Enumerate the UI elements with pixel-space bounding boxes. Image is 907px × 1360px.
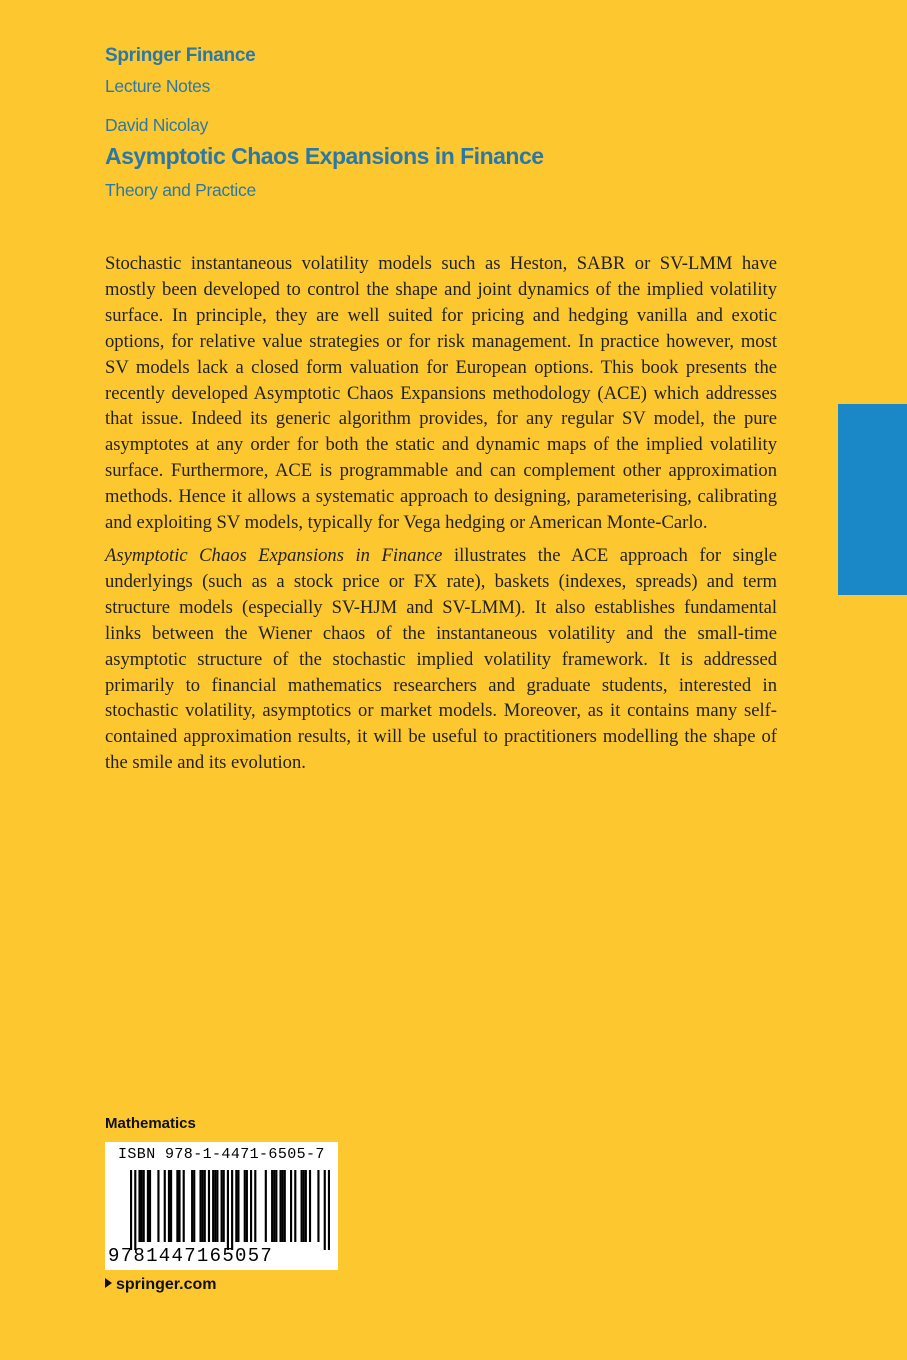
arrow-icon — [105, 1278, 112, 1288]
barcode-bar — [279, 1170, 281, 1242]
barcode-bar — [235, 1170, 237, 1242]
barcode-bar — [212, 1170, 214, 1242]
barcode-bar — [202, 1170, 204, 1242]
book-subtitle: Theory and Practice — [105, 180, 256, 200]
barcode-bar — [254, 1170, 256, 1242]
barcode-bar — [170, 1170, 172, 1242]
blurb-paragraph-2 — [105, 543, 777, 776]
barcode-bar — [305, 1170, 307, 1242]
barcode-bar — [134, 1170, 136, 1250]
barcode-bar — [328, 1170, 330, 1250]
barcode-bar — [317, 1170, 319, 1242]
barcode-bar — [204, 1170, 206, 1242]
book-title: Asymptotic Chaos Expansions in Finance — [105, 143, 544, 169]
barcode-bar — [178, 1170, 180, 1242]
isbn-label: ISBN 978-1-4471-6505-7 — [118, 1146, 325, 1163]
barcode — [105, 1142, 338, 1270]
barcode-bar — [244, 1170, 246, 1242]
website-text: springer.com — [116, 1276, 217, 1293]
barcode-bar — [164, 1170, 166, 1242]
barcode-bar — [157, 1170, 159, 1242]
barcode-bar — [216, 1170, 218, 1242]
barcode-bar — [227, 1170, 229, 1250]
barcode-bar — [265, 1170, 267, 1242]
barcode-bar — [309, 1170, 311, 1242]
barcode-bar — [301, 1170, 303, 1242]
barcode-bar — [214, 1170, 216, 1242]
barcode-bar — [221, 1170, 223, 1242]
barcode-bar — [290, 1170, 292, 1242]
series-name: Springer Finance — [105, 45, 256, 66]
barcode-bar — [138, 1170, 140, 1242]
blurb-paragraph-2-text: illustrates the ACE approach for single underlyings (such as a stock price or FX rate), baskets (indexes, spreads) and term structure models (especially SV-HJM and SV-LMM). It also establishes fundamental links between the Wiener chaos of the instantaneous volatility and the small-time asymptotic structure of the stochastic implied volatility framework. It is addressed primarily to financial mathematics researchers and graduate students, interested in stochastic volatility, asymptotics or market models. Moreover, as it contains many self-contained approximation results, it will be useful to practitioners modelling the shape of the smile and its evolution. — [105, 544, 778, 774]
barcode-bar — [223, 1170, 225, 1242]
barcode-bar — [246, 1170, 248, 1242]
barcode-bar — [191, 1170, 193, 1242]
barcode-bars — [130, 1170, 330, 1250]
subseries-name: Lecture Notes — [105, 76, 211, 96]
barcode-bar — [273, 1170, 275, 1242]
barcode-bar — [149, 1170, 151, 1242]
barcode-bar — [183, 1170, 185, 1242]
barcode-bar — [130, 1170, 132, 1250]
website-link[interactable] — [105, 1276, 216, 1294]
barcode-bar — [250, 1170, 252, 1242]
barcode-bar — [324, 1170, 326, 1250]
author-name: David Nicolay — [105, 115, 209, 135]
barcode-bar — [176, 1170, 178, 1242]
barcode-bar — [303, 1170, 305, 1242]
barcode-bar — [199, 1170, 201, 1242]
barcode-bar — [284, 1170, 286, 1242]
blurb-title-italic: Asymptotic Chaos Expansions in Finance — [105, 544, 443, 566]
barcode-bar — [282, 1170, 284, 1242]
barcode-bar — [237, 1170, 239, 1242]
barcode-bar — [168, 1170, 170, 1242]
barcode-bar — [294, 1170, 296, 1242]
barcode-bar — [231, 1170, 233, 1250]
blurb — [105, 251, 777, 783]
ean-digits: 9781447165057 — [108, 1245, 274, 1267]
barcode-bar — [141, 1170, 143, 1242]
accent-tab — [838, 404, 907, 595]
subject-category: Mathematics — [105, 1115, 196, 1132]
barcode-bar — [208, 1170, 210, 1242]
barcode-bar — [193, 1170, 195, 1242]
barcode-bar — [147, 1170, 149, 1242]
barcode-bar — [275, 1170, 277, 1242]
barcode-bar — [271, 1170, 273, 1242]
blurb-paragraph-1: Stochastic instantaneous volatility models such as Heston, SABR or SV-LMM have mostly been developed to control the shape and joint dynamics of the implied volatility surface. In principle, they are well suited for pricing and hedging vanilla and exotic options, for relative value strategies or for risk management. In practice however, most SV models lack a closed form valuation for European options. This book presents the recently developed Asymptotic Chaos Expansions methodology (ACE) which addresses that issue. Indeed its generic algorithm provides, for any regular SV model, the pure asymptotes at any order for both the static and dynamic maps of the implied volatility surface. Furthermore, ACE is programmable and can complement other approximation methods. Hence it allows a systematic approach to designing, parameterising, calibrating and exploiting SV models, typically for Vega hedging or American Monte-Carlo. — [105, 253, 777, 534]
barcode-bar — [143, 1170, 145, 1242]
